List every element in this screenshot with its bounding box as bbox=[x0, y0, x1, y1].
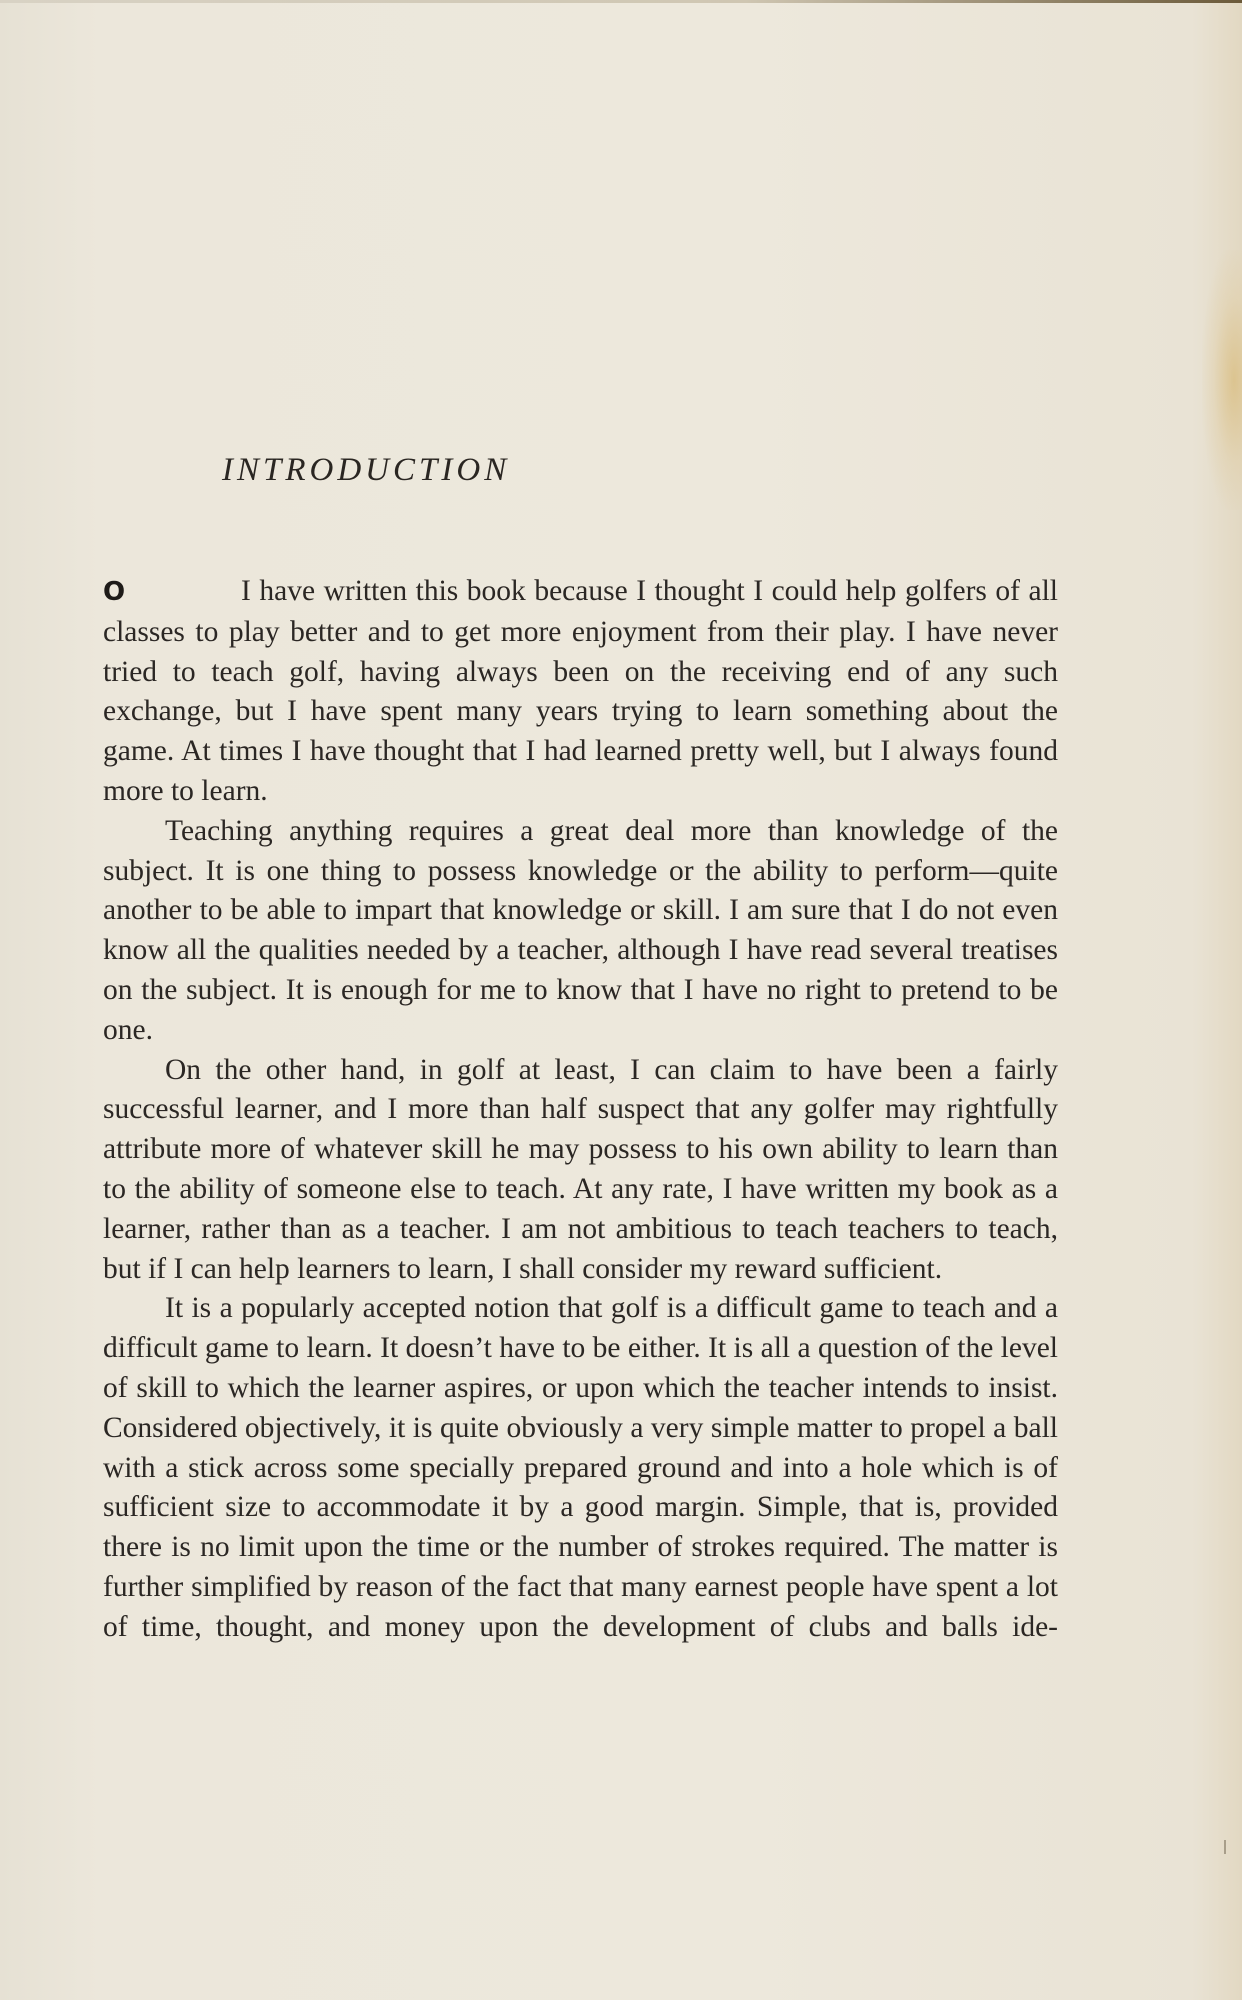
paragraph-1-text: I have written this book because I thought I could help golfers of all classes to play better and to get more enjoyment from their play. I have never tried to teach golf, having always been on the receiving end of any such exchange, but I have spent many years trying to learn something about the game. At times I have thought that I had learned pretty well, but I always found more to learn. bbox=[103, 575, 1058, 807]
body-text bbox=[103, 572, 1058, 1648]
paragraph-1 bbox=[103, 572, 1058, 812]
page-mark bbox=[1224, 1840, 1226, 1854]
page-top-edge bbox=[0, 0, 1242, 3]
paragraph-2: Teaching anything requires a great deal more than knowledge of the subject. It is one thing to possess knowledge or the ability to perform—quite another to be able to impart that knowledge or skill. I am sure that I do not even know all the qualities needed by a teacher, although I have read several treatises on the subject. It is enough for me to know that I have no right to pretend to be one. bbox=[103, 814, 1058, 1046]
chapter-heading: INTRODUCTION bbox=[222, 452, 511, 488]
paragraph-3: On the other hand, in golf at least, I can claim to have been a fairly successful learner, and I more than half suspect that any golfer may rightfully attribute more of whatever skill he may possess to his own ability to learn than to the ability of someone else to teach. At any rate, I have written my book as a learner, rather than as a teacher. I am not ambitious to teach teachers to teach, but if I can help learners to learn, I shall consider my reward sufficient. bbox=[103, 1053, 1058, 1285]
paragraph-4: It is a popularly accepted notion that golf is a difficult game to teach and a difficult game to learn. It doesn’t have to be either. It is all a question of the level of skill to which the learner aspires, or upon which the teacher intends to insist. Considered objectively, it is quite obviously a very simple matter to propel a ball with a stick across some specially prepared ground and into a hole which is of sufficient size to accommodate it by a good margin. Simple, that is, provided there is no limit upon the time or the number of strokes required. The matter is further simplified by reason of the fact that many earnest people have spent a lot of time, thought, and money upon the development of clubs and balls ide- bbox=[103, 1292, 1058, 1643]
drop-cap: O bbox=[103, 577, 126, 607]
paper-stain bbox=[1202, 250, 1242, 510]
